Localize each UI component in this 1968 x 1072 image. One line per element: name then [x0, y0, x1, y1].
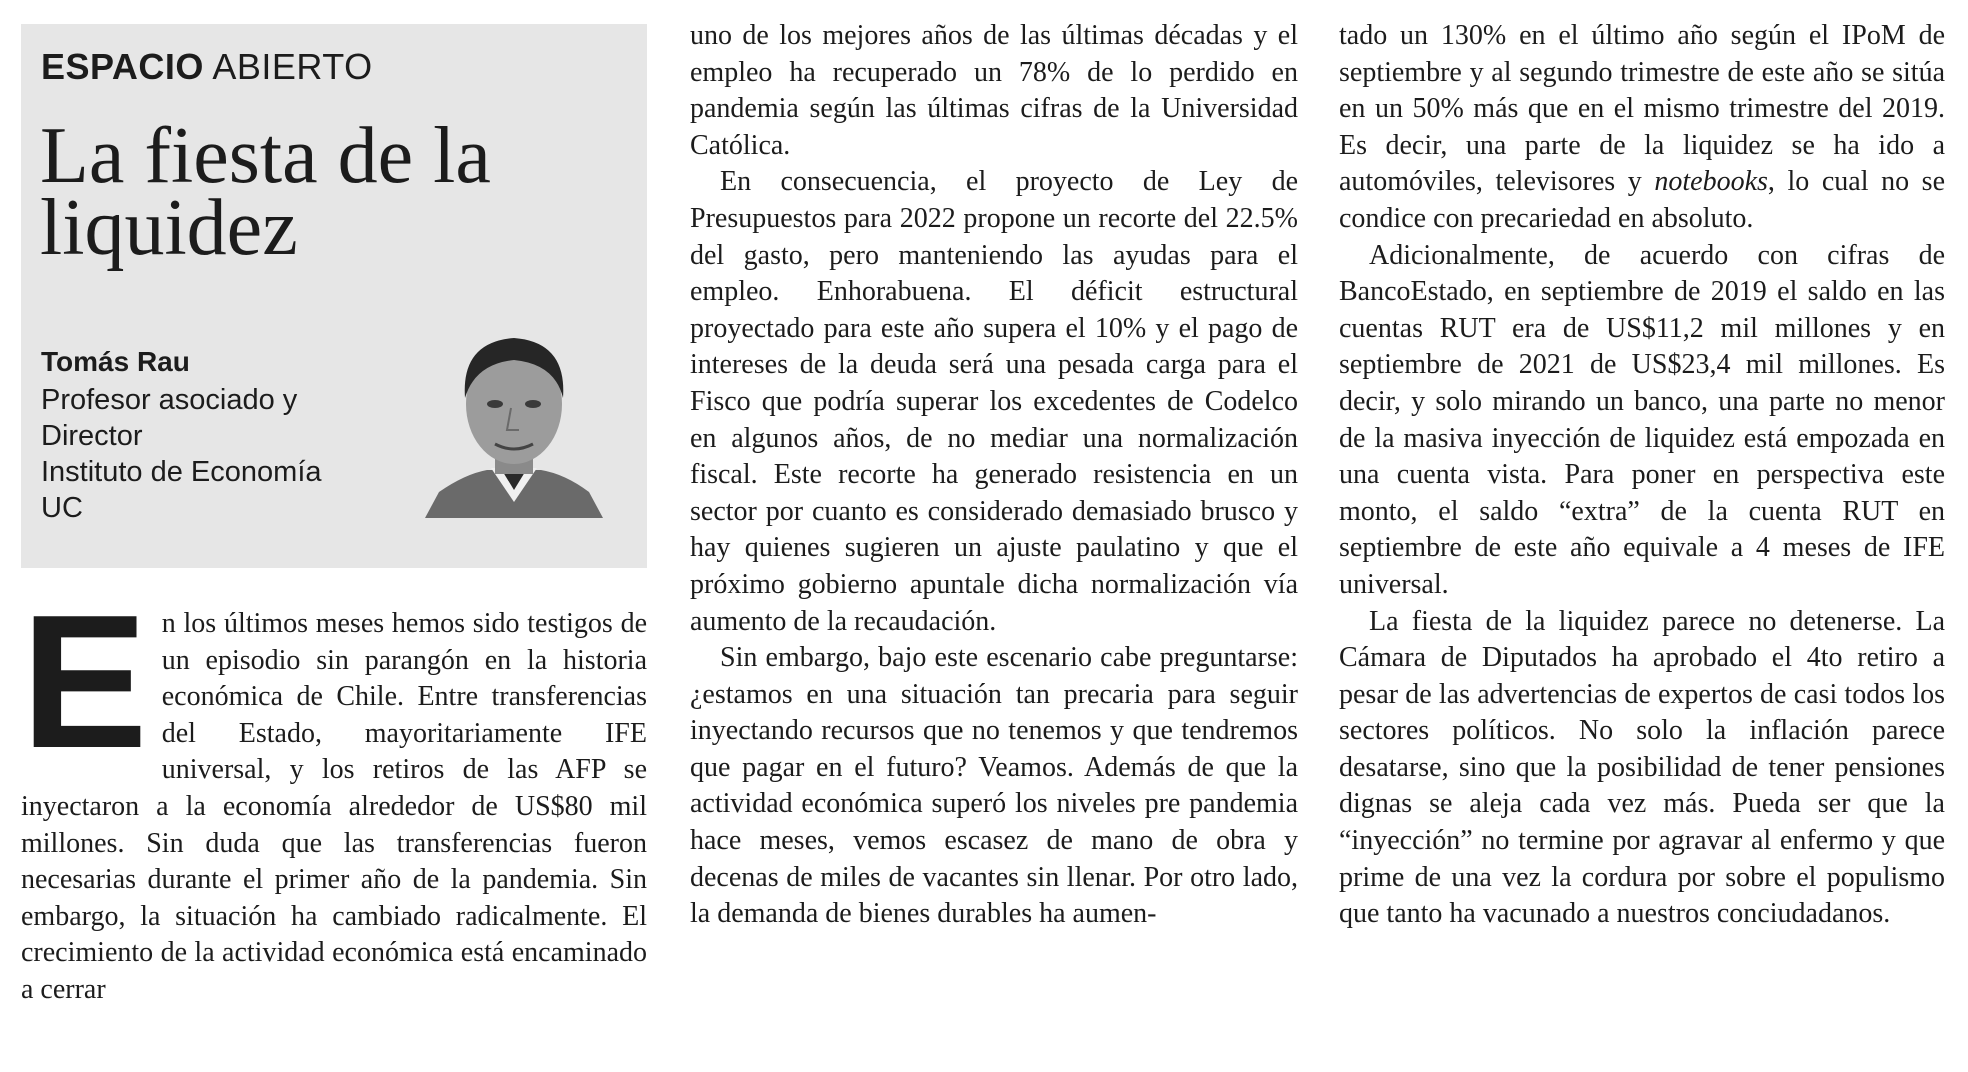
author-role — [41, 382, 371, 526]
section-label-strong: ESPACIO — [41, 46, 204, 87]
article-paragraph: n los últimos meses hemos sido testigos de un episodio sin parangón en la historia económica de Chile. Entre transferencias del Estado, mayoritariamente IFE universal, y los retiros de las AFP se inyectaron a la economía alrededor de US$80 mil millones. Sin duda que las transferencias fueron necesarias durante el primer año de la pandemia. Sin embargo, la situación ha cambiado radicalmente. El crecimiento de la actividad económica está encaminado a cerrar — [21, 608, 647, 1005]
article-paragraph — [1339, 18, 1945, 238]
author-role-line: Profesor asociado y — [41, 384, 298, 416]
article-paragraph: uno de los mejores años de las últimas décadas y el empleo ha recuperado un 78% de lo perdido en pandemia según las últimas cifras de la Universidad Católica. — [690, 20, 1298, 161]
author-photo — [425, 312, 603, 518]
article-paragraph: Adicionalmente, de acuerdo con cifras de BancoEstado, en septiembre de 2019 el saldo en las cuentas RUT era de US$11,2 mil millones y en septiembre de 2021 de US$23,4 mil millones. Es decir, y solo mirando un banco, una parte no menor de la masiva inyección de liquidez está empozada en una cuenta vista. Para poner en perspectiva este monto, el saldo “extra” de la cuenta RUT en septiembre de este año equivale a 4 meses de IFE universal. — [1339, 239, 1945, 600]
headline: La fiesta de la liquidez — [40, 112, 491, 272]
section-label-regular: ABIERTO — [212, 46, 373, 87]
article-text: , lo cual no se condice con precariedad en absoluto. — [1339, 166, 1945, 234]
article-paragraph: Sin embargo, bajo este escenario cabe preguntarse: ¿estamos en una situación tan precaria para seguir inyectando recursos que no tenemos y que tendremos que pagar en el futuro? Veamos. Además de que la actividad económica superó los niveles pre pandemia hace meses, vemos escasez de mano de obra y decenas de miles de vacantes sin llenar. Por otro lado, la demanda de bienes durables ha aumen- — [690, 642, 1298, 930]
section-label — [41, 46, 373, 88]
author-name: Tomás Rau — [41, 346, 190, 377]
article-paragraph: En consecuencia, el proyecto de Ley de Presupuestos para 2022 propone un recorte del 22.5% del gasto, pero manteniendo las ayudas para el empleo. Enhorabuena. El déficit estructural proyectado para este año supera el 10% y el pago de intereses de la deuda será una pesada carga para el Fisco que podría superar los excedentes de Codelco en algunos años, de no mediar una normalización fiscal. Este recorte ha generado resistencia en un sector por cuanto es considerado demasiado brusco y hay quienes sugieren un ajuste paulatino y que el próximo gobierno apuntale dicha normalización vía aumento de la recaudación. — [690, 166, 1298, 637]
author-role-line: Instituto de Economía UC — [41, 456, 322, 524]
article-paragraph: La fiesta de la liquidez parece no detenerse. La Cámara de Diputados ha aprobado el 4to retiro a pesar de las advertencias de expertos de casi todos los sectores políticos. No solo la inflación parece desatarse, sino que la posibilidad de tener pensiones dignas se aleja cada vez más. Pueda ser que la “inyección” no termine por agravar al enfermo y que prime de una vez la cordura por sobre el populismo que tanto ha vacunado a nuestros conciudadanos. — [1339, 605, 1945, 930]
article-column-3 — [1339, 18, 1945, 933]
article-text: tado un 130% en el último año según el IPoM de septiembre y al segundo trimestre de este año se sitúa en un 50% más que en el mismo trimestre del 2019. Es decir, una parte de la liquidez se ha ido a automóviles, televisores y — [1339, 20, 1945, 198]
article-italic: notebooks — [1654, 166, 1768, 198]
drop-cap: E — [21, 576, 148, 788]
article-column-1 — [21, 576, 647, 1009]
author-role-line: Director — [41, 420, 143, 452]
article-column-2 — [690, 18, 1298, 933]
